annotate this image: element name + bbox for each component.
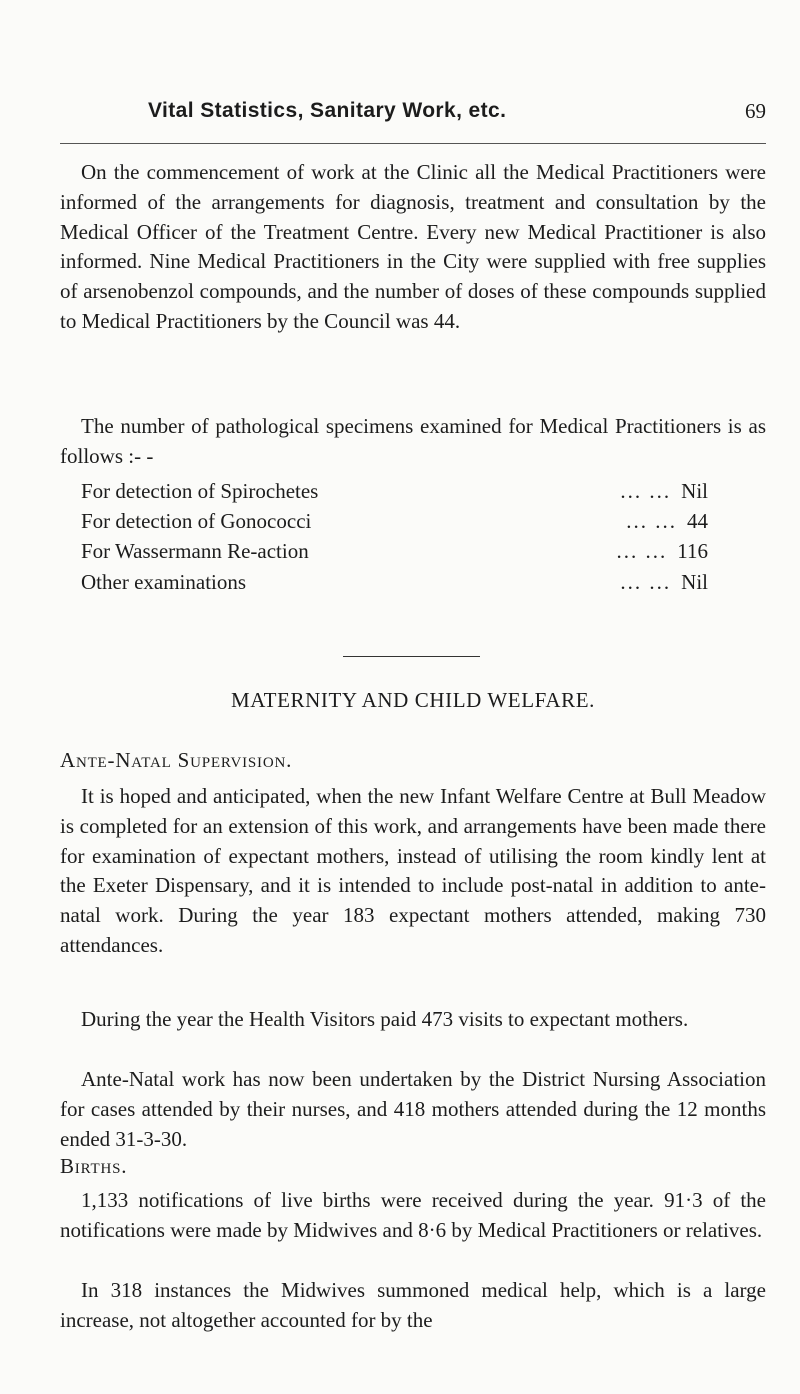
stat-row-gonococci: [81, 509, 708, 539]
running-title: Vital Statistics, Sanitary Work, etc.: [148, 99, 507, 122]
stat-label: Other examinations: [81, 569, 247, 594]
specimen-stats-list: [81, 479, 708, 600]
stat-value: 116: [677, 539, 708, 564]
births-paragraph-2: In 318 instances the Midwives summoned medical help, which is a large increase, not altogether accounted for by the: [60, 1278, 766, 1332]
section-heading-maternity: MATERNITY AND CHILD WELFARE.: [230, 688, 596, 712]
stat-row-other: [81, 570, 708, 600]
stat-value: Nil: [681, 569, 708, 594]
stat-label: For Wassermann Re-action: [81, 539, 309, 564]
leader-dots: ... ...: [620, 569, 672, 594]
births-paragraph-1: 1,133 notifications of live births were received during the year. 91·3 of the notifications were made by Midwives and 8·6 by Medical Practitioners or relatives.: [60, 1188, 766, 1242]
clinic-paragraph-1: On the commencement of work at the Clinic all the Medical Practitioners were informed of the arrangements for diagnosis, treatment and consultation by the Medical Officer of the Treatment Centre. Every new Medical Practitioner is also informed. Nine Medical Practitioners in the City were supplied with free supplies of arsenobenzol compounds, and the number of doses of these compounds supplied to Medical Practitioners by the Council was 44.: [60, 160, 766, 333]
stat-label: For detection of Spirochetes: [81, 479, 319, 503]
antenatal-paragraph-1: It is hoped and anticipated, when the new Infant Welfare Centre at Bull Meadow is completed for an extension of this work, and arrangements have been made there for examination of expectant mothers, instead of utilising the room kindly lent at the Exeter Dispensary, and it is intended to include post-natal in addition to ante-natal work. During the year 183 expectant mothers attended, making 730 attendances.: [60, 784, 766, 957]
subheading-births: Births.: [60, 1154, 128, 1178]
stat-row-spirochetes: [81, 479, 708, 509]
antenatal-paragraph-2: During the year the Health Visitors paid 473 visits to expectant mothers.: [81, 1007, 689, 1031]
stat-label: For detection of Gonococci: [81, 509, 312, 534]
stat-row-wassermann: [81, 539, 708, 569]
stat-value: Nil: [681, 479, 708, 503]
antenatal-paragraph-3: Ante-Natal work has now been undertaken by the District Nursing Association for cases attended by their nurses, and 418 mothers attended during the 12 months ended 31-3-30.: [60, 1067, 766, 1151]
leader-dots: ... ...: [626, 509, 677, 534]
section-divider: [343, 656, 480, 657]
page-number: 69: [745, 99, 766, 123]
running-header: [60, 99, 766, 144]
subheading-ante-natal: Ante-Natal Supervision.: [60, 748, 293, 772]
leader-dots: ... ...: [616, 539, 668, 564]
clinic-paragraph-2: The number of pathological specimens examined for Medical Practitioners is as follows :- -: [60, 414, 766, 468]
stat-value: 44: [687, 509, 708, 534]
leader-dots: ... ...: [620, 479, 672, 503]
